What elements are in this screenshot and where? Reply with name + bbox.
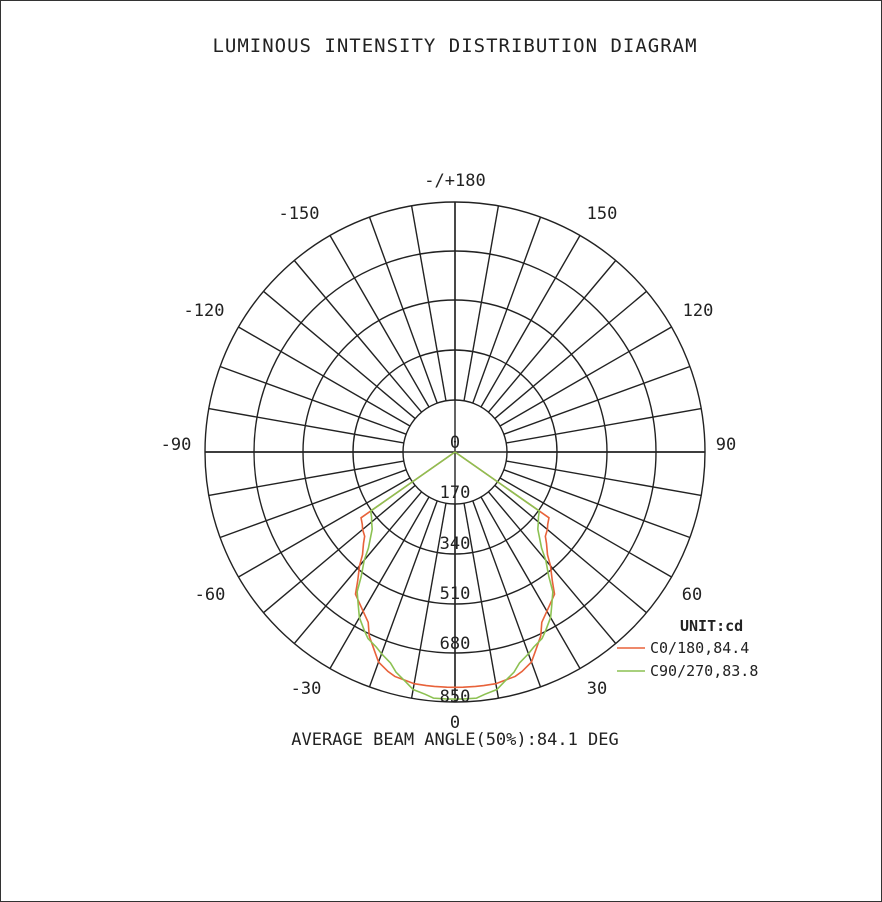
angle-label: 150: [586, 204, 618, 224]
angle-label: -90: [160, 435, 192, 455]
grid-spoke: [504, 366, 690, 434]
legend: [617, 617, 758, 680]
angle-label: -120: [183, 301, 225, 321]
grid-spoke: [504, 470, 690, 538]
grid-spoke: [369, 217, 437, 403]
ring-label: 680: [439, 634, 471, 654]
grid-spoke: [209, 461, 404, 495]
angle-label: -60: [194, 585, 226, 605]
beam-angle-text: AVERAGE BEAM ANGLE(50%):84.1 DEG: [291, 730, 619, 750]
grid-spoke: [506, 461, 701, 495]
ring-label: 170: [439, 483, 471, 503]
grid-spoke: [209, 409, 404, 443]
ring-label: 850: [439, 687, 471, 707]
legend-label: C0/180,84.4: [650, 639, 750, 657]
grid-spoke: [473, 217, 541, 403]
grid-spoke: [220, 366, 406, 434]
chart-title: LUMINOUS INTENSITY DISTRIBUTION DIAGRAM: [212, 35, 698, 57]
legend-label: C90/270,83.8: [650, 662, 759, 680]
angle-label: 0: [449, 713, 461, 733]
angle-label: -30: [290, 679, 322, 699]
angle-label: 90: [715, 435, 737, 455]
grid-spoke: [506, 409, 701, 443]
grid-spoke: [412, 206, 446, 401]
grid-spoke: [369, 501, 437, 687]
grid-spoke: [464, 206, 498, 401]
angle-label: 120: [682, 301, 714, 321]
ring-label: 340: [439, 534, 471, 554]
grid-spoke: [473, 501, 541, 687]
legend-unit: UNIT:cd: [680, 617, 744, 635]
ring-label: 510: [439, 584, 471, 604]
angle-label: 60: [681, 585, 703, 605]
ring-label: 0: [449, 433, 461, 453]
angle-label: -/+180: [424, 171, 486, 191]
angle-label: 30: [586, 679, 608, 699]
grid-spoke: [220, 470, 406, 538]
angle-label: -150: [278, 204, 320, 224]
